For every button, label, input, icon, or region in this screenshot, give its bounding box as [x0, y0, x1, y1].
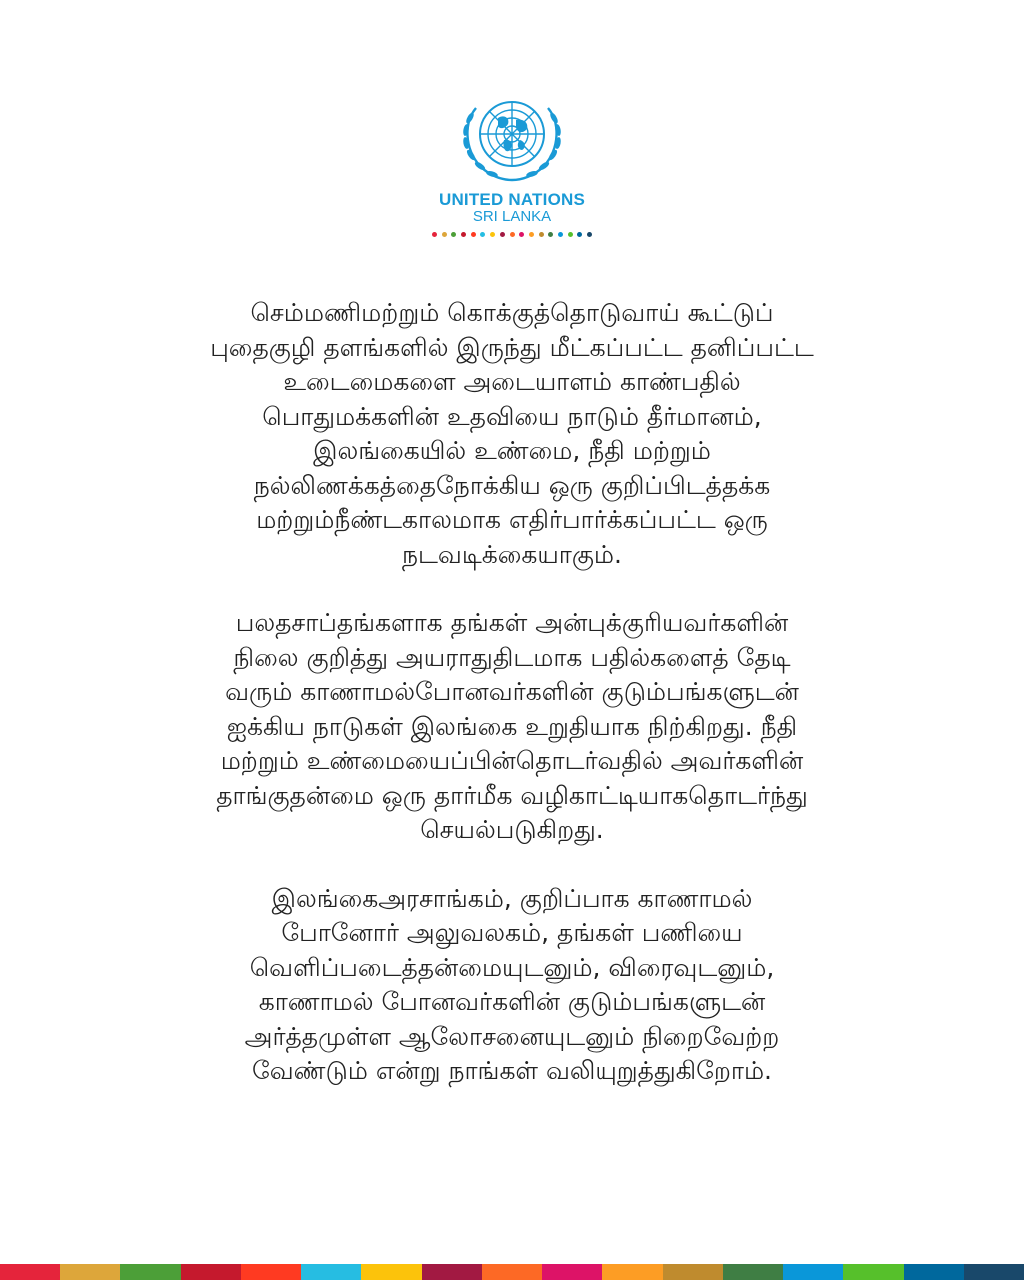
text-line: காணாமல் போனவர்களின் குடும்பங்களுடன்: [258, 987, 766, 1016]
text-line: இலங்கைஅரசாங்கம், குறிப்பாக காணாமல்: [271, 883, 753, 913]
statement-body: [112, 296, 912, 1123]
sdg-bar-segment: [904, 1264, 964, 1280]
paragraph-1: [112, 296, 912, 572]
sdg-bar-segment: [843, 1264, 903, 1280]
sdg-dot: [442, 232, 447, 237]
sdg-bar-segment: [783, 1264, 843, 1280]
sdg-dot: [577, 232, 582, 237]
sdg-bar-segment: [964, 1264, 1024, 1280]
text-line: புதைகுழி தளங்களில் இருந்து மீட்கப்பட்ட தனிப்பட்ட: [210, 332, 814, 362]
un-sri-lanka-logo: [412, 88, 612, 248]
sdg-dot: [587, 232, 592, 237]
sdg-bar-segment: [241, 1264, 301, 1280]
sdg-bar-segment: [60, 1264, 120, 1280]
text-line: வரும் காணாமல்போனவர்களின் குடும்பங்களுடன்: [225, 677, 799, 706]
sdg-bar-segment: [663, 1264, 723, 1280]
sdg-bar-segment: [602, 1264, 662, 1280]
text-line: அர்த்தமுள்ள ஆலோசனையுடனும் நிறைவேற்ற: [244, 1021, 780, 1051]
text-line: செயல்படுகிறது.: [420, 815, 604, 844]
text-line: பொதுமக்களின் உதவியை நாடும் தீர்மானம்,: [262, 401, 762, 431]
sdg-dot: [500, 232, 505, 237]
paragraph-3: [112, 882, 912, 1089]
sdg-dot: [539, 232, 544, 237]
text-line: மற்றும்நீண்டகாலமாக எதிர்பார்க்கப்பட்ட ஒரு: [256, 505, 768, 534]
sdg-bar-segment: [120, 1264, 180, 1280]
sdg-dot: [461, 232, 466, 237]
sdg-dot: [568, 232, 573, 237]
sdg-bar-segment: [301, 1264, 361, 1280]
sdg-bar-segment: [361, 1264, 421, 1280]
sdg-dots: [432, 232, 592, 240]
text-line: தாங்குதன்மை ஒரு தார்மீக வழிகாட்டியாகதொடர்ந்து: [216, 780, 808, 810]
text-line: வேண்டும் என்று நாங்கள் வலியுறுத்துகிறோம்.: [251, 1056, 773, 1085]
sdg-dot: [432, 232, 437, 237]
text-line: போனோர் அலுவலகம், தங்கள் பணியை: [281, 918, 743, 947]
sdg-dot: [480, 232, 485, 237]
text-line: மற்றும் உண்மையைப்பின்தொடர்வதில் அவர்களின்: [220, 746, 804, 775]
sdg-dot: [519, 232, 524, 237]
sdg-bar-segment: [181, 1264, 241, 1280]
text-line: செம்மணிமற்றும் கொக்குத்தொடுவாய் கூட்டுப்: [250, 298, 774, 327]
sdg-bar-segment: [542, 1264, 602, 1280]
sdg-color-bar: [0, 1264, 1024, 1280]
sdg-dot: [529, 232, 534, 237]
logo-subtitle: SRI LANKA: [472, 208, 552, 225]
sdg-bar-segment: [482, 1264, 542, 1280]
sdg-bar-segment: [723, 1264, 783, 1280]
text-line: இலங்கையில் உண்மை, நீதி மற்றும்: [313, 436, 711, 465]
sdg-dot: [471, 232, 476, 237]
sdg-dot: [510, 232, 515, 237]
text-line: வெளிப்படைத்தன்மையுடனும், விரைவுடனும்,: [249, 952, 775, 982]
text-line: உடைமைகளை அடையாளம் காண்பதில்: [283, 367, 741, 396]
text-line: ஐக்கிய நாடுகள் இலங்கை உறுதியாக நிற்கிறது. நீதி: [226, 711, 798, 741]
sdg-dot: [451, 232, 456, 237]
sdg-dot: [558, 232, 563, 237]
un-emblem-icon: [454, 88, 570, 186]
logo-title: UNITED NATIONS: [438, 190, 586, 209]
sdg-bar-segment: [0, 1264, 60, 1280]
paragraph-2: [112, 606, 912, 848]
sdg-dot: [548, 232, 553, 237]
text-line: பலதசாப்தங்களாக தங்கள் அன்புக்குரியவர்களின்: [235, 608, 789, 637]
sdg-bar-segment: [422, 1264, 482, 1280]
text-line: நிலை குறித்து அயராதுதிடமாக பதில்களைத் தேடி: [233, 642, 791, 672]
text-line: நல்லிணக்கத்தைநோக்கிய ஒரு குறிப்பிடத்தக்க: [253, 470, 771, 500]
text-line: நடவடிக்கையாகும்.: [401, 539, 623, 569]
sdg-dot: [490, 232, 495, 237]
